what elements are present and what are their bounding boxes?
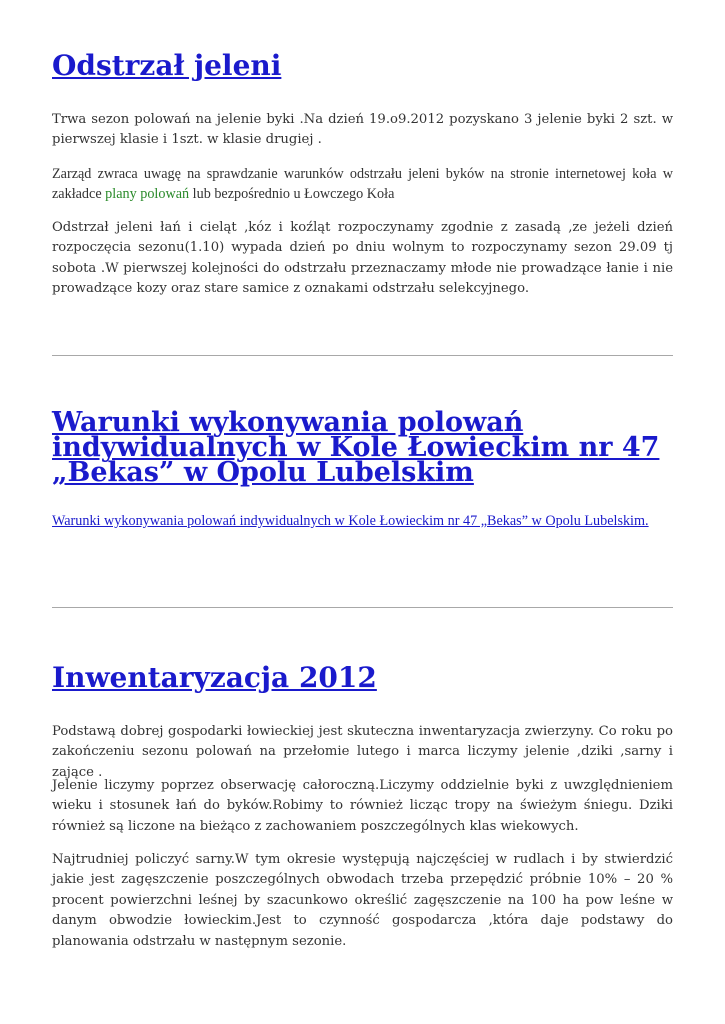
post-paragraph: Podstawą dobrej gospodarki łowieckiej jest skuteczna inwentaryzacja zwierzyny. Co roku po zakończeniu sezonu polowań na przełomie lutego i marca liczymy jelenie ,dziki ,sarny i zające . — [52, 724, 673, 780]
post-paragraph — [52, 164, 673, 205]
warunki-polowan-link[interactable]: Warunki wykonywania polowań indywidualnych w Kole Łowieckim nr 47 „Bekas” w Opolu Lubelskim. — [52, 513, 649, 529]
post-title-odstrzal-jeleni[interactable]: Odstrzał jeleni — [52, 49, 282, 82]
post-paragraph: Najtrudniej policzyć sarny.W tym okresie występują najczęściej w rudlach i by stwierdzić jakie jest zagęszczenie poszczególnych obwodach trzeba przepędzić próbnie 10% – 20 % procent powierzchni leśnej by szacunkowo określić zagęszczenie na 100 ha pow leśne w danym obwodzie łowieckim.Jest to czynność gospodarcza ,która daje podstawy do planowania odstrzału w następnym sezonie. — [52, 852, 673, 949]
post-divider — [52, 355, 673, 356]
paragraph-text: lub bezpośrednio u Łowczego Koła — [189, 186, 395, 203]
post-divider — [52, 607, 673, 608]
post-paragraph: Odstrzał jeleni łań i cieląt ,kóz i koźląt rozpoczynamy zgodnie z zasadą ,ze jeżeli dzień rozpoczęcia sezonu(1.10) wypada dzień po dniu wolnym to rozpoczynamy sezon 29.09 tj sobota .W pierwszej kolejności do odstrzału przeznaczamy młode nie prowadzące łanie i nie prowadzące kozy oraz stare samice z oznakami odstrzału selekcyjnego. — [52, 220, 673, 297]
post-title-inwentaryzacja[interactable]: Inwentaryzacja 2012 — [52, 661, 377, 694]
post-title-warunki-polowan[interactable]: Warunki wykonywania polowań indywidualnych w Kole Łowieckim nr 47 „Bekas” w Opolu Lubelskim — [52, 407, 660, 488]
post-paragraph: Jelenie liczymy poprzez obserwację całoroczną.Liczymy oddzielnie byki z uwzględnieniem wieku i stosunek łań do byków.Robimy to również licząc tropy na świeżym śniegu. Dziki również są liczone na bieżąco z zachowaniem poszczególnych klas wiekowych. — [52, 778, 673, 834]
paragraph-text: Zarząd zwraca uwagę na sprawdzanie warunków odstrzału jeleni byków na stronie internetowej koła w zakładce — [52, 166, 673, 203]
plany-polowan-link[interactable]: plany polowań — [105, 186, 190, 203]
post-paragraph: Trwa sezon polowań na jelenie byki .Na dzień 19.o9.2012 pozyskano 3 jelenie byki 2 szt. w pierwszej klasie i 1szt. w klasie drugiej . — [52, 112, 673, 148]
post-paragraph — [52, 511, 673, 531]
